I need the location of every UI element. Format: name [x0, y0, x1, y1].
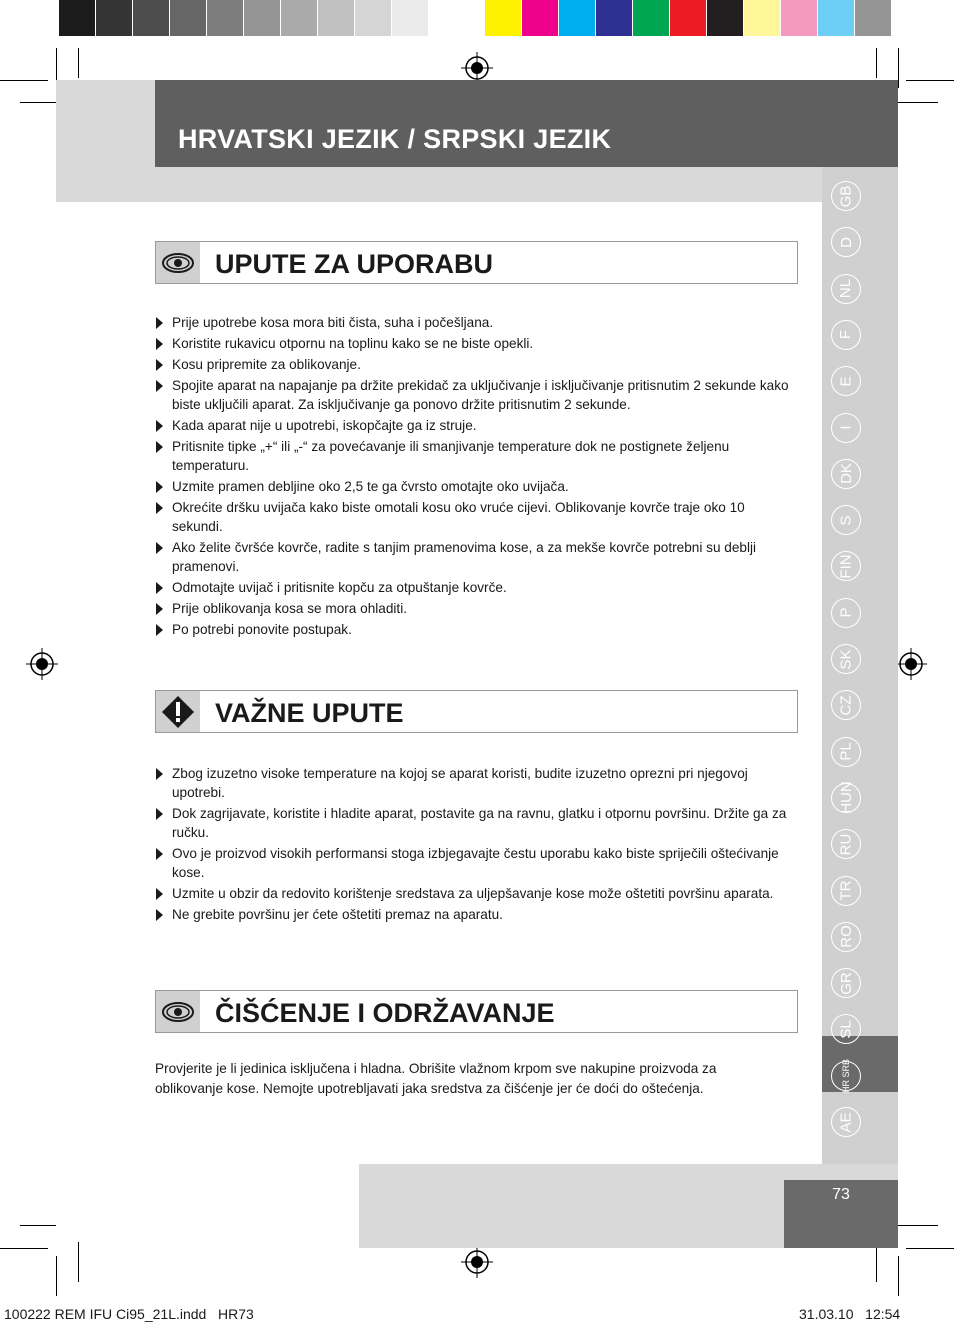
- color-swatch: [522, 0, 558, 36]
- usage-list-item: Pritisnite tipke „+“ ili „-“ za povećavanje ili smanjivanje temperature dok ne postignete željenu temperaturu.: [155, 437, 795, 475]
- language-tab-ae[interactable]: AE: [831, 1107, 861, 1137]
- important-list-item: Ne grebite površinu jer ćete oštetiti premaz na aparatu.: [155, 905, 795, 924]
- usage-list: [155, 313, 795, 641]
- crop-mark: [56, 1256, 57, 1296]
- color-swatch: [596, 0, 632, 36]
- cleaning-text: Provjerite je li jedinica isključena i hladna. Obrišite vlažnom krpom sve nakupine proizvoda za oblikovanje kose. Nemojte upotrebljavati jaka sredstva za čišćenje jer će doći do oštećenja.: [155, 1061, 717, 1096]
- section-title-usage: UPUTE ZA UPORABU: [215, 249, 494, 279]
- section-header-cleaning: [155, 990, 798, 1033]
- crop-mark: [898, 48, 899, 88]
- footer-file-info: 100222 REM IFU Ci95_21L.indd HR73: [4, 1306, 254, 1322]
- color-swatch: [707, 0, 743, 36]
- usage-list-item: Spojite aparat na napajanje pa držite prekidač za uključivanje i isključivanje pritisnutim 2 sekunde kako biste uključili aparat. Za isključivanje ga ponovo držite pritisnutim 2 sekunde.: [155, 376, 795, 414]
- important-list-item: Dok zagrijavate, koristite i hladite aparat, postavite ga na ravnu, glatku i otpornu površinu. Držite ga za ručku.: [155, 804, 795, 842]
- color-swatch: [670, 0, 706, 36]
- crop-mark: [906, 80, 954, 81]
- color-swatch: [855, 0, 891, 36]
- crop-mark: [876, 48, 877, 78]
- language-tab-fin[interactable]: FIN: [831, 551, 861, 581]
- language-tab-gb[interactable]: GB: [831, 181, 861, 211]
- eye-icon: [156, 991, 200, 1032]
- gray-swatch: [207, 0, 243, 36]
- important-list-item: Ovo je proizvod visokih performansi stoga izbjegavajte čestu uporabu kako biste spriječili oštećivanje kose.: [155, 844, 795, 882]
- language-tab-gr[interactable]: GR: [831, 968, 861, 998]
- language-tab-d[interactable]: D: [831, 227, 861, 257]
- language-tab-nl[interactable]: NL: [831, 274, 861, 304]
- crop-mark: [78, 1242, 79, 1282]
- crop-mark: [898, 1256, 899, 1296]
- usage-list-item: Ako želite čvršće kovrče, radite s tanjim pramenovima kose, a za mekše kovrče potrebni su deblji pramenovi.: [155, 538, 795, 576]
- gray-swatch: [281, 0, 317, 36]
- crop-mark: [20, 102, 56, 103]
- crop-mark: [876, 1242, 877, 1282]
- usage-list-item: Uzmite pramen debljine oko 2,5 te ga čvrsto omotajte oko uvijača.: [155, 477, 795, 496]
- gray-swatch: [96, 0, 132, 36]
- crop-mark: [20, 1225, 56, 1226]
- gray-color-bar: [59, 0, 466, 36]
- gray-swatch: [59, 0, 95, 36]
- gray-swatch: [392, 0, 428, 36]
- language-tab-e[interactable]: E: [831, 366, 861, 396]
- color-swatch: [781, 0, 817, 36]
- language-tab-hun[interactable]: HUN: [831, 783, 861, 813]
- language-tab-pl[interactable]: PL: [831, 737, 861, 767]
- crop-mark: [898, 102, 938, 103]
- section-header-usage: [155, 241, 798, 284]
- color-swatch: [633, 0, 669, 36]
- color-swatch: [744, 0, 780, 36]
- language-tab-cz[interactable]: CZ: [831, 690, 861, 720]
- gray-swatch: [355, 0, 391, 36]
- section-title-cleaning: ČIŠĆENJE I ODRŽAVANJE: [215, 998, 555, 1028]
- language-tab-i[interactable]: I: [831, 413, 861, 443]
- gray-swatch: [170, 0, 206, 36]
- gray-swatch: [244, 0, 280, 36]
- section-title-important: VAŽNE UPUTE: [215, 698, 404, 728]
- language-tab-ro[interactable]: RO: [831, 922, 861, 952]
- language-tab-tr[interactable]: TR: [831, 876, 861, 906]
- warning-icon: [156, 691, 200, 732]
- language-tab-hr-srb[interactable]: HR SRB: [831, 1061, 861, 1091]
- color-swatch: [485, 0, 521, 36]
- language-tab-p[interactable]: P: [831, 598, 861, 628]
- crop-mark: [0, 80, 48, 81]
- usage-list-item: Kada aparat nije u upotrebi, iskopčajte ga iz struje.: [155, 416, 795, 435]
- language-tab-sl[interactable]: SL: [831, 1014, 861, 1044]
- color-swatch: [818, 0, 854, 36]
- language-tab-f[interactable]: F: [831, 320, 861, 350]
- registration-mark-icon: [461, 1246, 493, 1278]
- usage-list-item: Po potrebi ponovite postupak.: [155, 620, 795, 639]
- gray-swatch: [429, 0, 465, 36]
- page-number: 73: [832, 1186, 850, 1203]
- crop-mark: [0, 1248, 48, 1249]
- crop-mark: [898, 1225, 938, 1226]
- page-title: HRVATSKI JEZIK / SRPSKI JEZIK: [178, 124, 612, 154]
- gray-swatch: [133, 0, 169, 36]
- important-list: [155, 764, 795, 926]
- important-list-item: Zbog izuzetno visoke temperature na kojoj se aparat koristi, budite izuzetno oprezni pri njegovoj upotrebi.: [155, 764, 795, 802]
- footer-date: 31.03.10 12:54: [799, 1306, 901, 1322]
- registration-mark-icon: [26, 648, 58, 680]
- gray-swatch: [318, 0, 354, 36]
- crop-mark: [906, 1248, 954, 1249]
- color-swatch: [559, 0, 595, 36]
- crop-mark: [78, 48, 79, 78]
- cmyk-color-bar: [485, 0, 892, 36]
- language-tab-dk[interactable]: DK: [831, 459, 861, 489]
- section-header-important: [155, 690, 798, 733]
- language-tab-ru[interactable]: RU: [831, 829, 861, 859]
- registration-mark-icon: [895, 648, 927, 680]
- usage-list-item: Prije upotrebe kosa mora biti čista, suha i počešljana.: [155, 313, 795, 332]
- language-tab-s[interactable]: S: [831, 505, 861, 535]
- language-tab-sk[interactable]: SK: [831, 644, 861, 674]
- usage-list-item: Okrećite dršku uvijača kako biste omotali kosu oko vruće cijevi. Oblikovanje kovrče traje oko 10 sekundi.: [155, 498, 795, 536]
- usage-list-item: Prije oblikovanja kosa se mora ohladiti.: [155, 599, 795, 618]
- usage-list-item: Kosu pripremite za oblikovanje.: [155, 355, 795, 374]
- usage-list-item: Koristite rukavicu otpornu na toplinu kako se ne biste opekli.: [155, 334, 795, 353]
- eye-icon: [156, 242, 200, 283]
- usage-list-item: Odmotajte uvijač i pritisnite kopču za otpuštanje kovrče.: [155, 578, 795, 597]
- important-list-item: Uzmite u obzir da redovito korištenje sredstava za uljepšavanje kose može oštetiti površinu aparata.: [155, 884, 795, 903]
